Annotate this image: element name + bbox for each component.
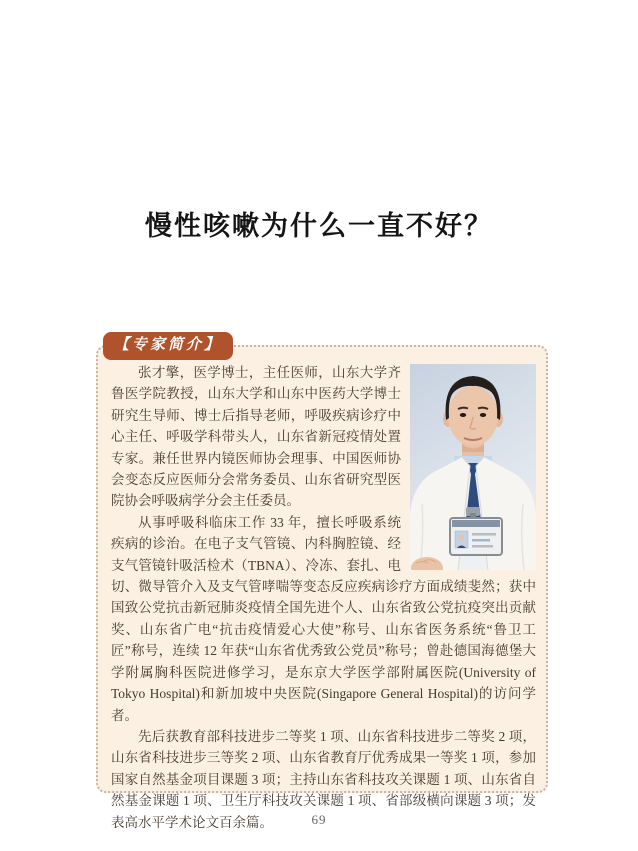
page-title: 慢性咳嗽为什么一直不好？ (145, 211, 493, 241)
expert-box-label: 【专家简介】 (103, 332, 233, 360)
profile-paragraph-1: 张才擎，医学博士，主任医师，山东大学齐鲁医学院教授，山东大学和山东中医药大学博士研究生导师、博士后指导老师，呼吸疾病诊疗中心主任、呼吸学科带头人，山东省新冠疫情处置专家。兼任世界内镜医师协会理事、中国医师协会变态反应医师分会常务委员、山东省研究型医院协会呼吸病学分会主任委员。 (111, 365, 401, 509)
profile-paragraph-2: 从事呼吸科临床工作 33 年，擅长呼吸系统疾病的诊治。在电子支气管镜、内科胸腔镜、经支气管镜针吸活检术（TBNA）、冷冻、套扎、电切、微导管介入及支气管哮喘等变态反应疾病诊疗方面成绩斐然；获中国致公党抗击新冠肺炎疫情全国先进个人、山东省致公党抗疫突出贡献奖、山东省广电“抗击疫情爱心大使”称号、山东省医务系统“鲁卫工匠”称号，连续 12 年获“山东省优秀致公党员”称号；曾赴德国海德堡大学附属胸科医院进修学习，是东京大学医学部附属医院(University of Tokyo Hospital)和新加坡中央医院(Singapore General Hospital)的访问学者。 (111, 514, 536, 723)
profile-paragraph-3: 先后获教育部科技进步二等奖 1 项、山东省科技进步二等奖 2 项，山东省科技进步三等奖 2 项、山东省教育厅优秀成果一等奖 1 项，参加国家自然基金项目课题 3 项；主持山东省科技攻关课题 1 项、山东省自然基金课题 1 项、卫生厅科技攻关课题 1 项、省部级横向课题 3 项；发表高水平学术论文百余篇。 (111, 728, 536, 830)
doctor-portrait-photo (410, 364, 536, 570)
expert-box-content (98, 347, 546, 833)
doctor-portrait-illustration (410, 364, 536, 570)
page-number: 69 (311, 812, 327, 827)
